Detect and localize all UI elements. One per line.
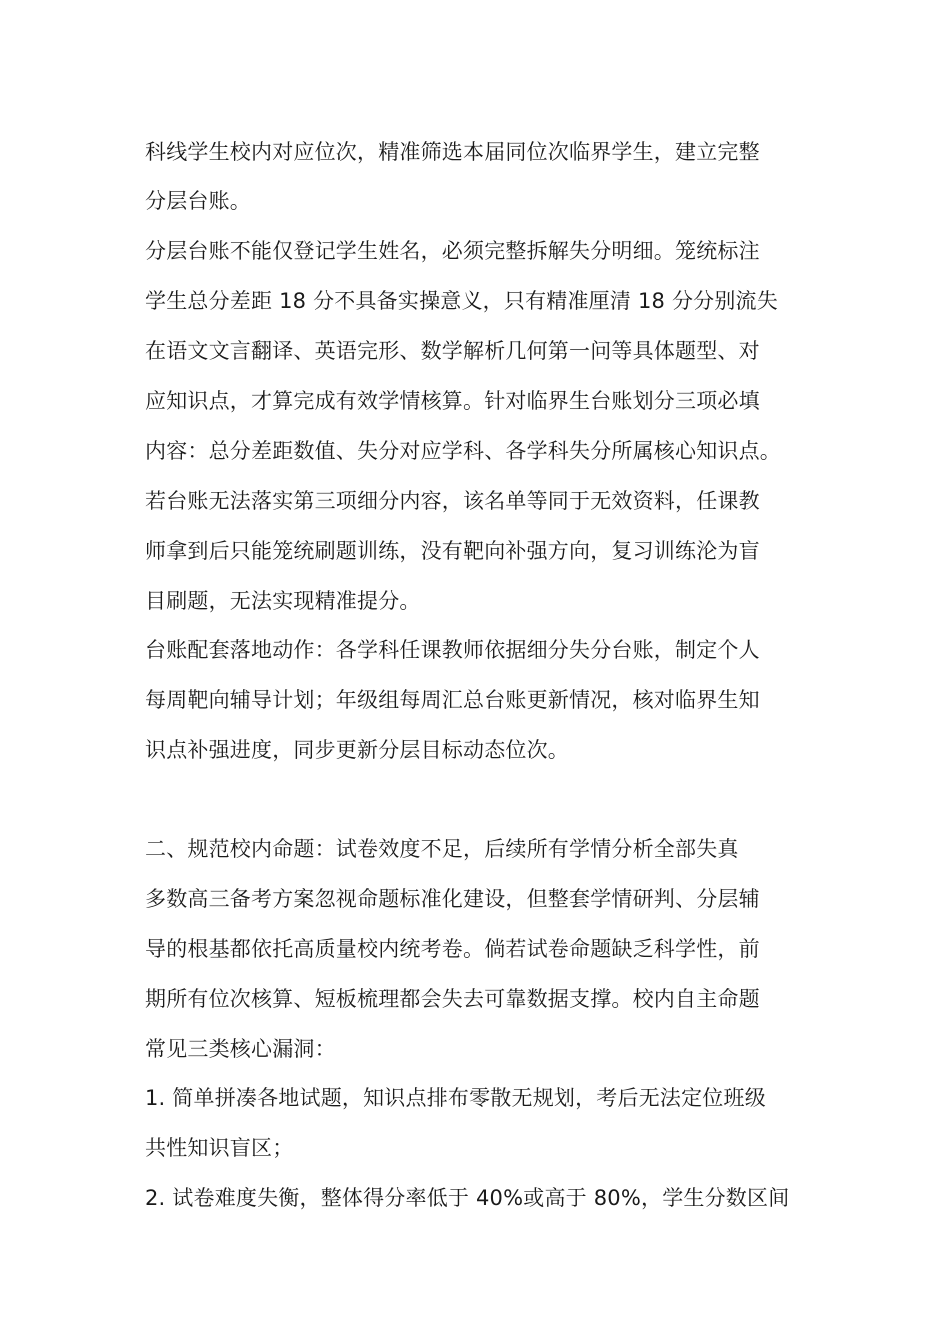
text-line: 在语文文言翻译、英语完形、数学解析几何第一问等具体题型、对 — [145, 339, 760, 363]
text-line: 期所有位次核算、短板梳理都会失去可靠数据支撑。校内自主命题 — [145, 987, 760, 1011]
text-line: 每周靶向辅导计划；年级组每周汇总台账更新情况，核对临界生知 — [145, 688, 760, 712]
text-line: 分层台账。 — [145, 189, 251, 213]
text-line: 师拿到后只能笼统刷题训练，没有靶向补强方向，复习训练沦为盲 — [145, 539, 760, 563]
text-line: 科线学生校内对应位次，精准筛选本届同位次临界学生，建立完整 — [145, 140, 760, 164]
text-line: 多数高三备考方案忽视命题标准化建设，但整套学情研判、分层辅 — [145, 887, 760, 911]
text-line: 学生总分差距 18 分不具备实操意义，只有精准厘清 18 分分别流失 — [145, 289, 778, 313]
list-item: 1. 简单拼凑各地试题，知识点排布零散无规划，考后无法定位班级 — [145, 1086, 766, 1110]
text-line: 台账配套落地动作：各学科任课教师依据细分失分台账，制定个人 — [145, 638, 760, 662]
text-line: 若台账无法落实第三项细分内容，该名单等同于无效资料，任课教 — [145, 489, 760, 513]
text-line: 导的根基都依托高质量校内统考卷。倘若试卷命题缺乏科学性，前 — [145, 937, 760, 961]
text-line: 内容：总分差距数值、失分对应学科、各学科失分所属核心知识点。 — [145, 439, 781, 463]
section-heading: 二、规范校内命题：试卷效度不足，后续所有学情分析全部失真 — [145, 837, 739, 861]
text-line: 常见三类核心漏洞： — [145, 1037, 336, 1061]
text-line: 目刷题，无法实现精准提分。 — [145, 589, 421, 613]
text-line: 识点补强进度，同步更新分层目标动态位次。 — [145, 738, 569, 762]
text-line: 应知识点，才算完成有效学情核算。针对临界生台账划分三项必填 — [145, 389, 760, 413]
list-item: 2. 试卷难度失衡，整体得分率低于 40%或高于 80%，学生分数区间 — [145, 1186, 790, 1210]
text-line: 分层台账不能仅登记学生姓名，必须完整拆解失分明细。笼统标注 — [145, 239, 760, 263]
list-item-continuation: 共性知识盲区； — [145, 1136, 294, 1160]
